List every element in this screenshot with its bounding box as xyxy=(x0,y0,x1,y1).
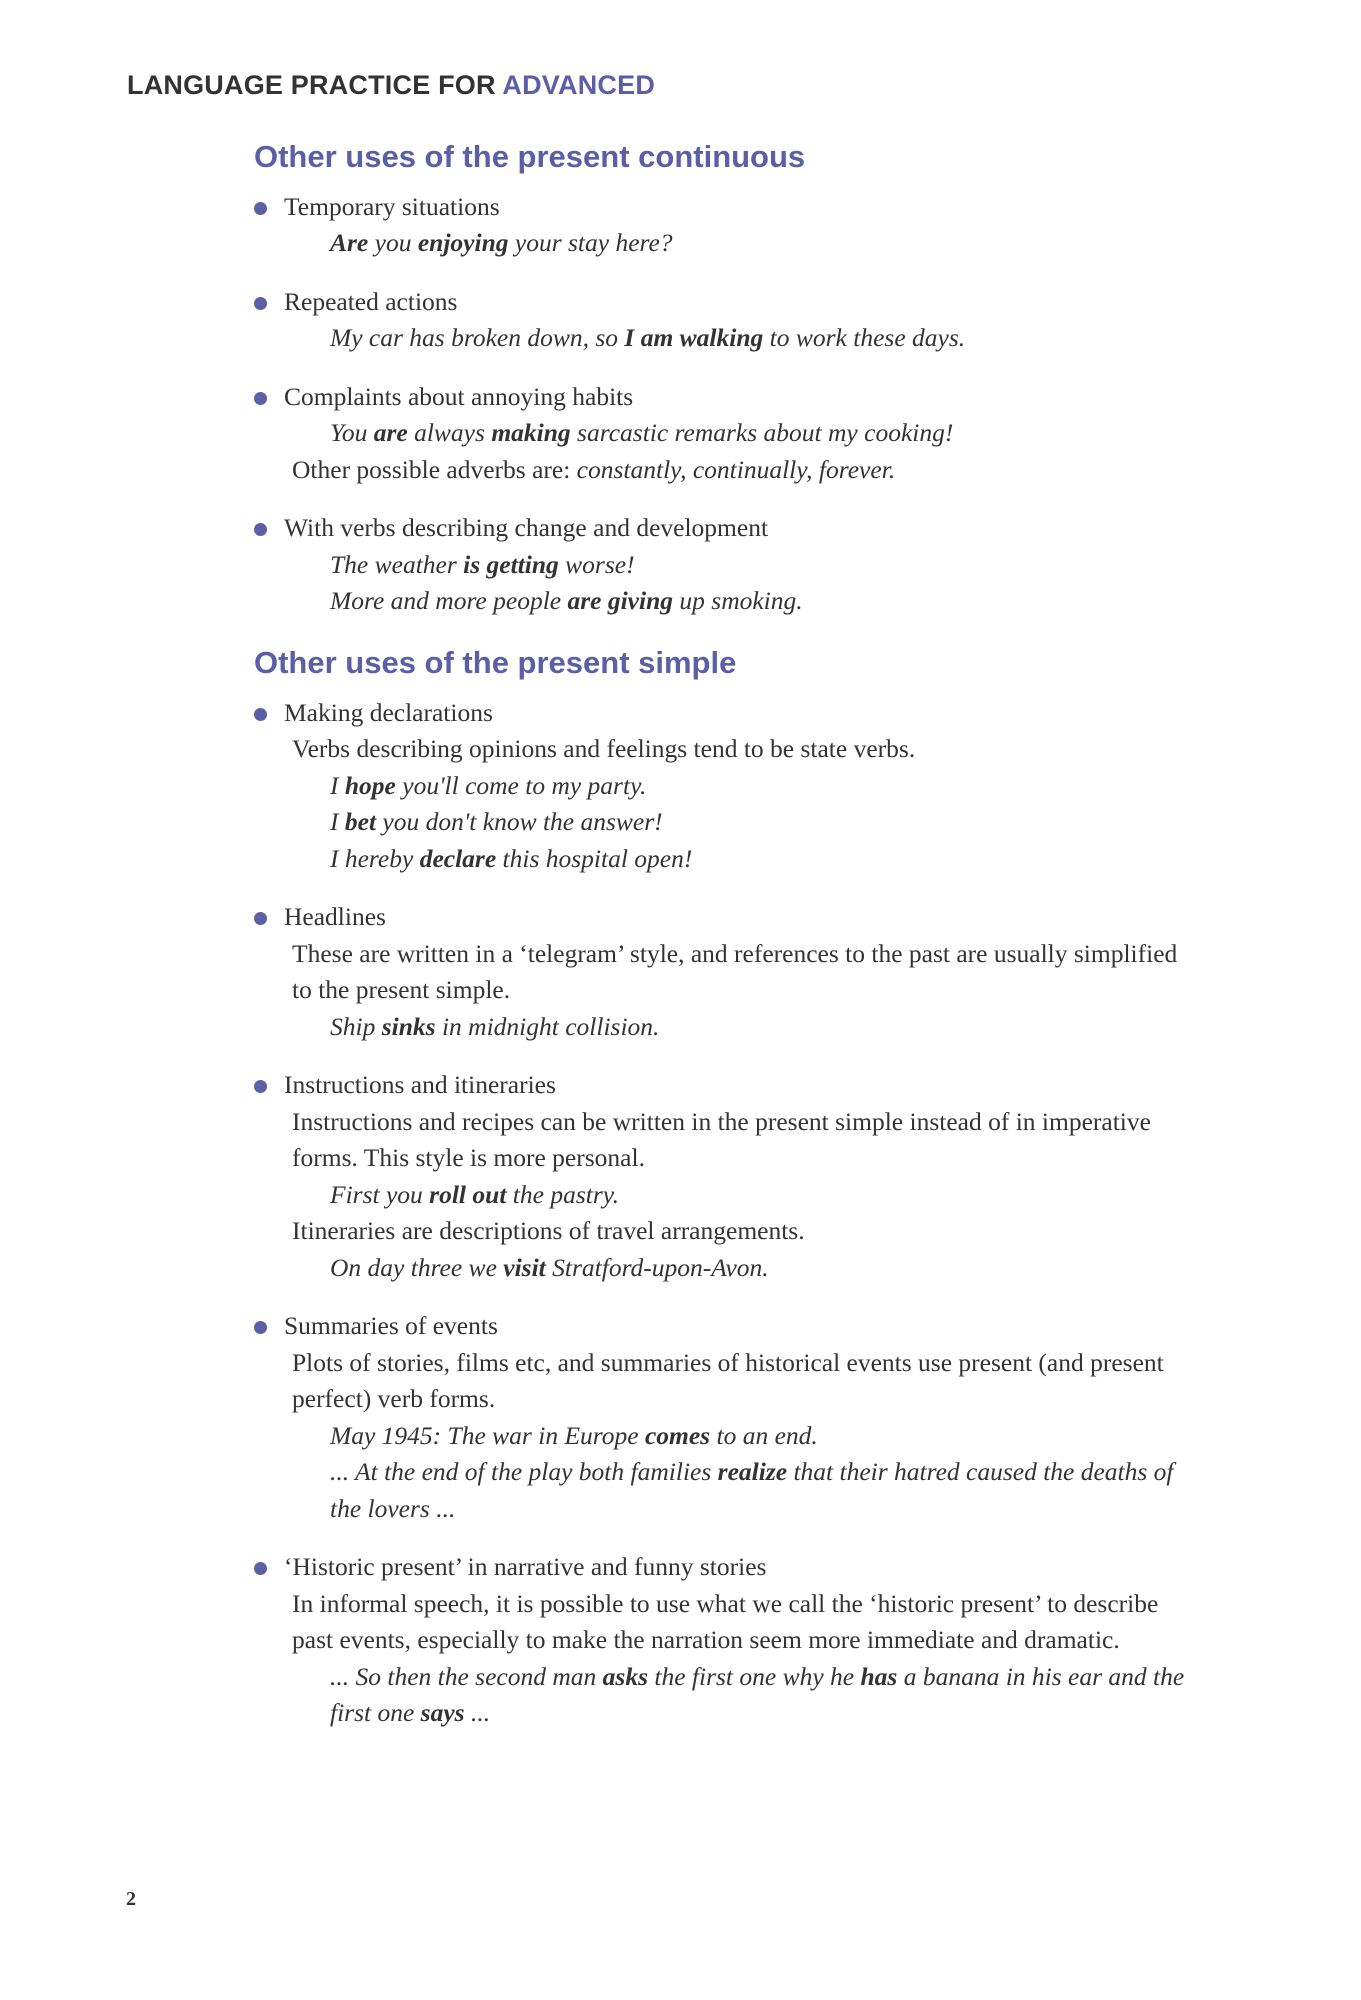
list-item xyxy=(254,510,1314,620)
usage-heading: Repeated actions xyxy=(284,286,458,316)
example-sentence: More and more people are giving up smoking. xyxy=(330,586,803,616)
usage-note: Plots of stories, films etc, and summaries of historical events use present (and present xyxy=(292,1347,1164,1377)
usage-note: Instructions and recipes can be written in the present simple instead of in imperative xyxy=(292,1106,1151,1136)
list-item xyxy=(254,189,1314,262)
usage-note: forms. This style is more personal. xyxy=(292,1143,645,1172)
section-title-present-continuous: Other uses of the present continuous xyxy=(254,139,806,174)
bullet-icon xyxy=(254,1080,267,1093)
bullet-icon xyxy=(254,1562,267,1575)
example-sentence: I bet you don't know the answer! xyxy=(330,807,663,836)
bullet-icon xyxy=(254,202,267,215)
usage-heading: Summaries of events xyxy=(284,1311,498,1340)
example-sentence: Ship sinks in midnight collision. xyxy=(330,1011,660,1041)
list-item xyxy=(254,379,1314,489)
section-title-present-simple: Other uses of the present simple xyxy=(254,644,737,680)
example-sentence: May 1945: The war in Europe comes to an end. xyxy=(330,1420,818,1450)
usage-note: Other possible adverbs are: constantly, continually, forever. xyxy=(292,454,896,484)
page-content xyxy=(254,138,1314,1732)
example-sentence: Are you enjoying your stay here? xyxy=(330,228,673,258)
usage-note: These are written in a ‘telegram’ style, and references to the past are usually simplified xyxy=(292,938,1178,968)
example-sentence: First you roll out the pastry. xyxy=(330,1179,620,1209)
series-title: LANGUAGE PRACTICE FOR xyxy=(127,70,503,100)
usage-note: past events, especially to make the narration seem more immediate and dramatic. xyxy=(292,1625,1120,1654)
example-sentence: My car has broken down, so I am walking to work these days. xyxy=(330,323,966,353)
present-continuous-uses xyxy=(254,189,1314,620)
example-sentence: The weather is getting worse! xyxy=(330,549,635,579)
example-sentence: first one says ... xyxy=(330,1698,491,1727)
running-head xyxy=(127,70,655,101)
list-item xyxy=(254,695,1314,878)
list-item xyxy=(254,284,1314,357)
example-sentence: On day three we visit Stratford-upon-Avon. xyxy=(330,1252,769,1282)
usage-heading: Instructions and itineraries xyxy=(284,1070,556,1099)
bullet-icon xyxy=(254,392,267,405)
usage-heading: ‘Historic present’ in narrative and funny stories xyxy=(284,1552,767,1581)
bullet-icon xyxy=(254,1321,267,1334)
bullet-icon xyxy=(254,708,267,721)
example-sentence: ... So then the second man asks the first one why he has a banana in his ear and the xyxy=(330,1661,1185,1691)
example-sentence: I hope you'll come to my party. xyxy=(330,770,647,800)
example-sentence: You are always making sarcastic remarks about my cooking! xyxy=(330,418,954,448)
example-sentence: the lovers ... xyxy=(330,1493,456,1523)
usage-note: Verbs describing opinions and feelings tend to be state verbs. xyxy=(292,734,916,763)
list-item xyxy=(254,899,1314,1045)
list-item xyxy=(254,1067,1314,1286)
usage-note: In informal speech, it is possible to use what we call the ‘historic present’ to describe xyxy=(292,1588,1159,1618)
usage-heading: With verbs describing change and development xyxy=(284,513,769,543)
list-item xyxy=(254,1549,1314,1732)
list-item xyxy=(254,1308,1314,1527)
usage-heading: Making declarations xyxy=(284,697,493,727)
example-sentence: ... At the end of the play both families realize that their hatred caused the deaths of xyxy=(330,1457,1174,1486)
page-number: 2 xyxy=(126,1888,136,1910)
bullet-icon xyxy=(254,297,267,310)
present-simple-uses xyxy=(254,695,1314,1732)
usage-note: perfect) verb forms. xyxy=(292,1384,496,1413)
bullet-icon xyxy=(254,912,267,925)
level-label: ADVANCED xyxy=(502,70,656,100)
usage-heading: Temporary situations xyxy=(284,191,500,221)
usage-note: Itineraries are descriptions of travel arrangements. xyxy=(292,1216,805,1245)
usage-note: to the present simple. xyxy=(292,975,511,1004)
usage-heading: Headlines xyxy=(284,902,386,931)
example-sentence: I hereby declare this hospital open! xyxy=(330,843,693,873)
usage-heading: Complaints about annoying habits xyxy=(284,381,634,411)
